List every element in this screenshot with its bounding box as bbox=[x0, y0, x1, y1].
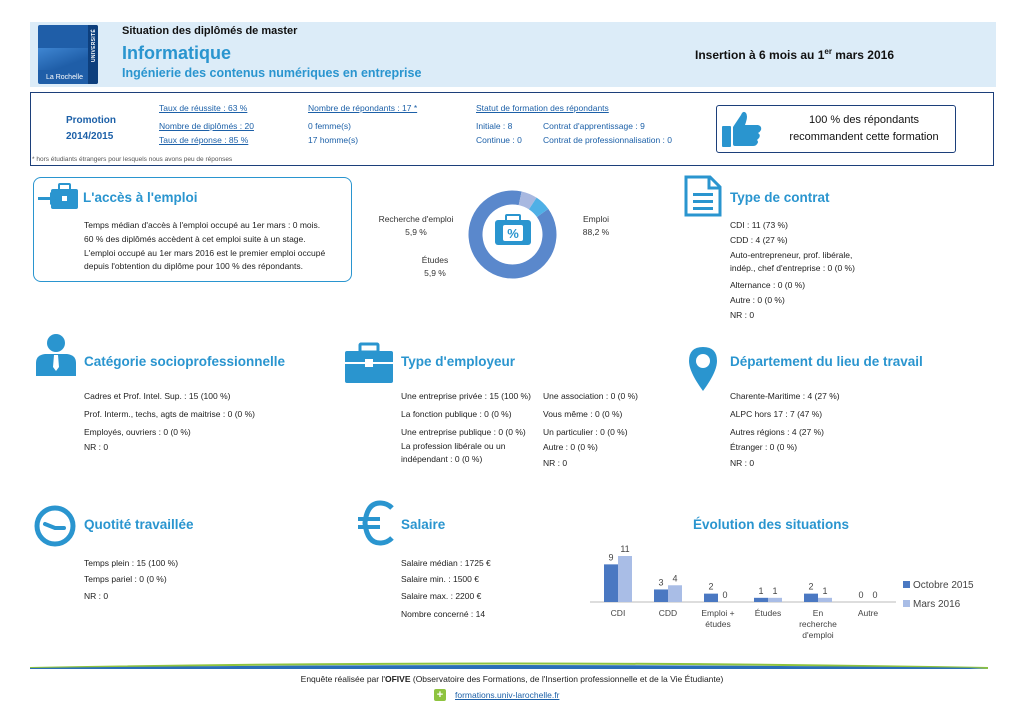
full-time: Temps plein : 15 (100 %) bbox=[84, 558, 179, 568]
salary-min: Salaire min. : 1500 € bbox=[401, 574, 479, 584]
dept-other-regions: Autres régions : 4 (27 %) bbox=[730, 427, 825, 437]
bar-value-label: 11 bbox=[620, 544, 630, 554]
promotion-label: Promotion bbox=[66, 115, 116, 126]
legend-swatch bbox=[903, 600, 910, 607]
dept-alpc: ALPC hors 17 : 7 (47 %) bbox=[730, 409, 823, 419]
donut-label-search: Recherche d'emploi 5,9 % bbox=[378, 214, 454, 238]
donut-label-employment: Emploi 88,2 % bbox=[582, 214, 610, 238]
website-link[interactable]: formations.univ-larochelle.fr bbox=[455, 690, 560, 700]
socio-nr: NR : 0 bbox=[84, 442, 109, 452]
response-rate-link[interactable]: Taux de réponse : 85 % bbox=[159, 135, 249, 145]
salary-max: Salaire max. : 2200 € bbox=[401, 591, 482, 601]
footer-decoration bbox=[30, 656, 988, 666]
status-professionalisation: Contrat de professionnalisation : 0 bbox=[543, 135, 672, 145]
socio-cadres: Cadres et Prof. Intel. Sup. : 15 (100 %) bbox=[84, 391, 231, 401]
person-tie-icon bbox=[35, 333, 77, 382]
bar-value-label: 1 bbox=[772, 585, 778, 596]
bar-oct2015-2 bbox=[704, 594, 718, 602]
women-count: 0 femme(s) bbox=[308, 121, 351, 131]
bar-value-label: 0 bbox=[722, 590, 728, 600]
work-time-title: Quotité travaillée bbox=[84, 517, 194, 532]
contract-alternance: Alternance : 0 (0 %) bbox=[730, 280, 806, 290]
bar-mar2016-0 bbox=[618, 556, 632, 602]
contract-nr: NR : 0 bbox=[730, 310, 755, 320]
thumbs-up-icon bbox=[721, 109, 763, 154]
category-label: En bbox=[812, 608, 824, 618]
category-label: CDI bbox=[610, 608, 626, 618]
euro-icon bbox=[356, 500, 396, 551]
evolution-title: Évolution des situations bbox=[693, 517, 850, 532]
bar-value-label: 3 bbox=[658, 577, 664, 588]
employer-type-title: Type d'employeur bbox=[401, 354, 515, 369]
bar-mar2016-4 bbox=[818, 598, 832, 602]
employment-access-title: L'accès à l'emploi bbox=[83, 190, 198, 205]
recommendation-text: 100 % des répondants recommandent cette formation bbox=[789, 114, 939, 143]
socio-intermediaires: Prof. Interm., techs, agts de maitrise : 0 (0 %) bbox=[84, 409, 256, 419]
respondents-count-link[interactable]: Nombre de répondants : 17 * bbox=[308, 103, 418, 113]
salary-count: Nombre concerné : 14 bbox=[401, 609, 486, 619]
bar-mar2016-1 bbox=[668, 585, 682, 602]
legend-label: Mars 2016 bbox=[913, 599, 961, 610]
bar-mar2016-3 bbox=[768, 598, 782, 602]
footer-credit: Enquête réalisée par l'OFIVE (Observatoire des Formations, de l'Insertion professionnelle et de la Vie Étudiante) bbox=[300, 674, 724, 684]
status-initial: Initiale : 8 bbox=[476, 121, 513, 131]
category-label: d'emploi bbox=[802, 630, 834, 640]
contract-cdd: CDD : 4 (27 %) bbox=[730, 235, 788, 245]
bar-value-label: 4 bbox=[672, 573, 678, 584]
logo-city: La Rochelle bbox=[46, 74, 83, 81]
socio-employes: Employés, ouvriers : 0 (0 %) bbox=[84, 427, 191, 437]
dept-nr: NR : 0 bbox=[730, 458, 755, 468]
bar-oct2015-3 bbox=[754, 598, 768, 602]
bar-value-label: 0 bbox=[858, 590, 864, 600]
bar-oct2015-4 bbox=[804, 594, 818, 602]
category-label: CDD bbox=[658, 608, 678, 618]
employer-association: Une association : 0 (0 %) bbox=[543, 391, 638, 401]
briefcase-percent-icon bbox=[493, 213, 533, 247]
bar-value-label: 1 bbox=[758, 585, 764, 596]
employer-individual: Un particulier : 0 (0 %) bbox=[543, 427, 628, 437]
employer-nr: NR : 0 bbox=[543, 458, 568, 468]
salary-title: Salaire bbox=[401, 517, 446, 532]
contract-type-title: Type de contrat bbox=[730, 190, 830, 205]
legend-swatch bbox=[903, 581, 910, 588]
salary-median: Salaire médian : 1725 € bbox=[401, 558, 491, 568]
insertion-date: Insertion à 6 mois au 1er mars 2016 bbox=[695, 47, 894, 62]
bar-value-label: 2 bbox=[708, 581, 714, 592]
success-rate-link[interactable]: Taux de réussite : 63 % bbox=[159, 103, 248, 113]
category-label: Études bbox=[754, 608, 782, 618]
employer-public-service: La fonction publique : 0 (0 %) bbox=[401, 409, 512, 419]
clock-icon bbox=[34, 505, 76, 552]
logo-text: UNIVERSITÉ bbox=[91, 29, 97, 63]
plus-icon: + bbox=[434, 689, 446, 701]
employer-other: Autre : 0 (0 %) bbox=[543, 442, 598, 452]
employment-access-text: Temps médian d'accès à l'emploi occupé au 1er mars : 0 mois. 60 % des diplômés accèdent à cet emploi suite à un stage. L'emploi occupé au 1er mars 2016 est le premier emploi occupé depuis l'obtention du diplôme pour 100 % des répondants. bbox=[84, 220, 326, 272]
map-pin-icon bbox=[686, 344, 720, 397]
men-count: 17 homme(s) bbox=[308, 135, 359, 145]
status-continue: Continue : 0 bbox=[476, 135, 522, 145]
promotion-year: 2014/2015 bbox=[66, 131, 114, 142]
bar-oct2015-1 bbox=[654, 589, 668, 602]
bar-value-label: 9 bbox=[608, 552, 614, 563]
evolution-bar-chart bbox=[590, 540, 990, 653]
bar-value-label: 0 bbox=[872, 590, 878, 600]
employer-self: Vous même : 0 (0 %) bbox=[543, 409, 623, 419]
footnote: * hors étudiants étrangers pour lesquels nous avons peu de réponses bbox=[32, 156, 233, 163]
donut-label-studies: Études 5,9 % bbox=[421, 255, 449, 279]
employer-private: Une entreprise privée : 15 (100 %) bbox=[401, 391, 531, 401]
document-icon bbox=[684, 175, 722, 222]
speciality-title: Ingénierie des contenus numériques en entreprise bbox=[122, 66, 422, 80]
university-logo bbox=[38, 25, 98, 84]
page-title: Informatique bbox=[122, 43, 232, 63]
report-subtitle: Situation des diplômés de master bbox=[122, 25, 298, 37]
training-status-link[interactable]: Statut de formation des répondants bbox=[476, 103, 609, 113]
contract-cdi: CDI : 11 (73 %) bbox=[730, 220, 788, 230]
graduates-count-link[interactable]: Nombre de diplômés : 20 bbox=[159, 121, 254, 131]
bar-value-label: 2 bbox=[808, 581, 814, 592]
employer-liberal: La profession libérale ou un indépendant : 0 (0 %) bbox=[401, 441, 506, 465]
dept-charente-maritime: Charente-Maritime : 4 (27 %) bbox=[730, 391, 840, 401]
status-apprenticeship: Contrat d'apprentissage : 9 bbox=[543, 121, 645, 131]
briefcase-arrow-icon bbox=[38, 183, 80, 216]
work-time-nr: NR : 0 bbox=[84, 591, 109, 601]
employer-public-company: Une entreprise publique : 0 (0 %) bbox=[401, 427, 526, 437]
briefcase-icon bbox=[344, 342, 394, 389]
bar-value-label: 1 bbox=[822, 585, 828, 596]
percent-symbol: % bbox=[507, 226, 519, 241]
department-title: Département du lieu de travail bbox=[730, 354, 923, 369]
legend-label: Octobre 2015 bbox=[913, 580, 974, 591]
category-label: Autre bbox=[857, 608, 879, 618]
contract-other: Autre : 0 (0 %) bbox=[730, 295, 785, 305]
bar-oct2015-0 bbox=[604, 564, 618, 602]
socioprofessional-title: Catégorie socioprofessionnelle bbox=[84, 354, 286, 369]
category-label: recherche bbox=[799, 619, 837, 629]
dept-abroad: Étranger : 0 (0 %) bbox=[730, 442, 798, 452]
category-label: études bbox=[705, 619, 731, 629]
contract-auto-entrepreneur: Auto-entrepreneur, prof. libérale, indép., chef d'entreprise : 0 (0 %) bbox=[730, 250, 855, 274]
category-label: Emploi + bbox=[701, 608, 735, 618]
part-time: Temps pariel : 0 (0 %) bbox=[84, 574, 167, 584]
